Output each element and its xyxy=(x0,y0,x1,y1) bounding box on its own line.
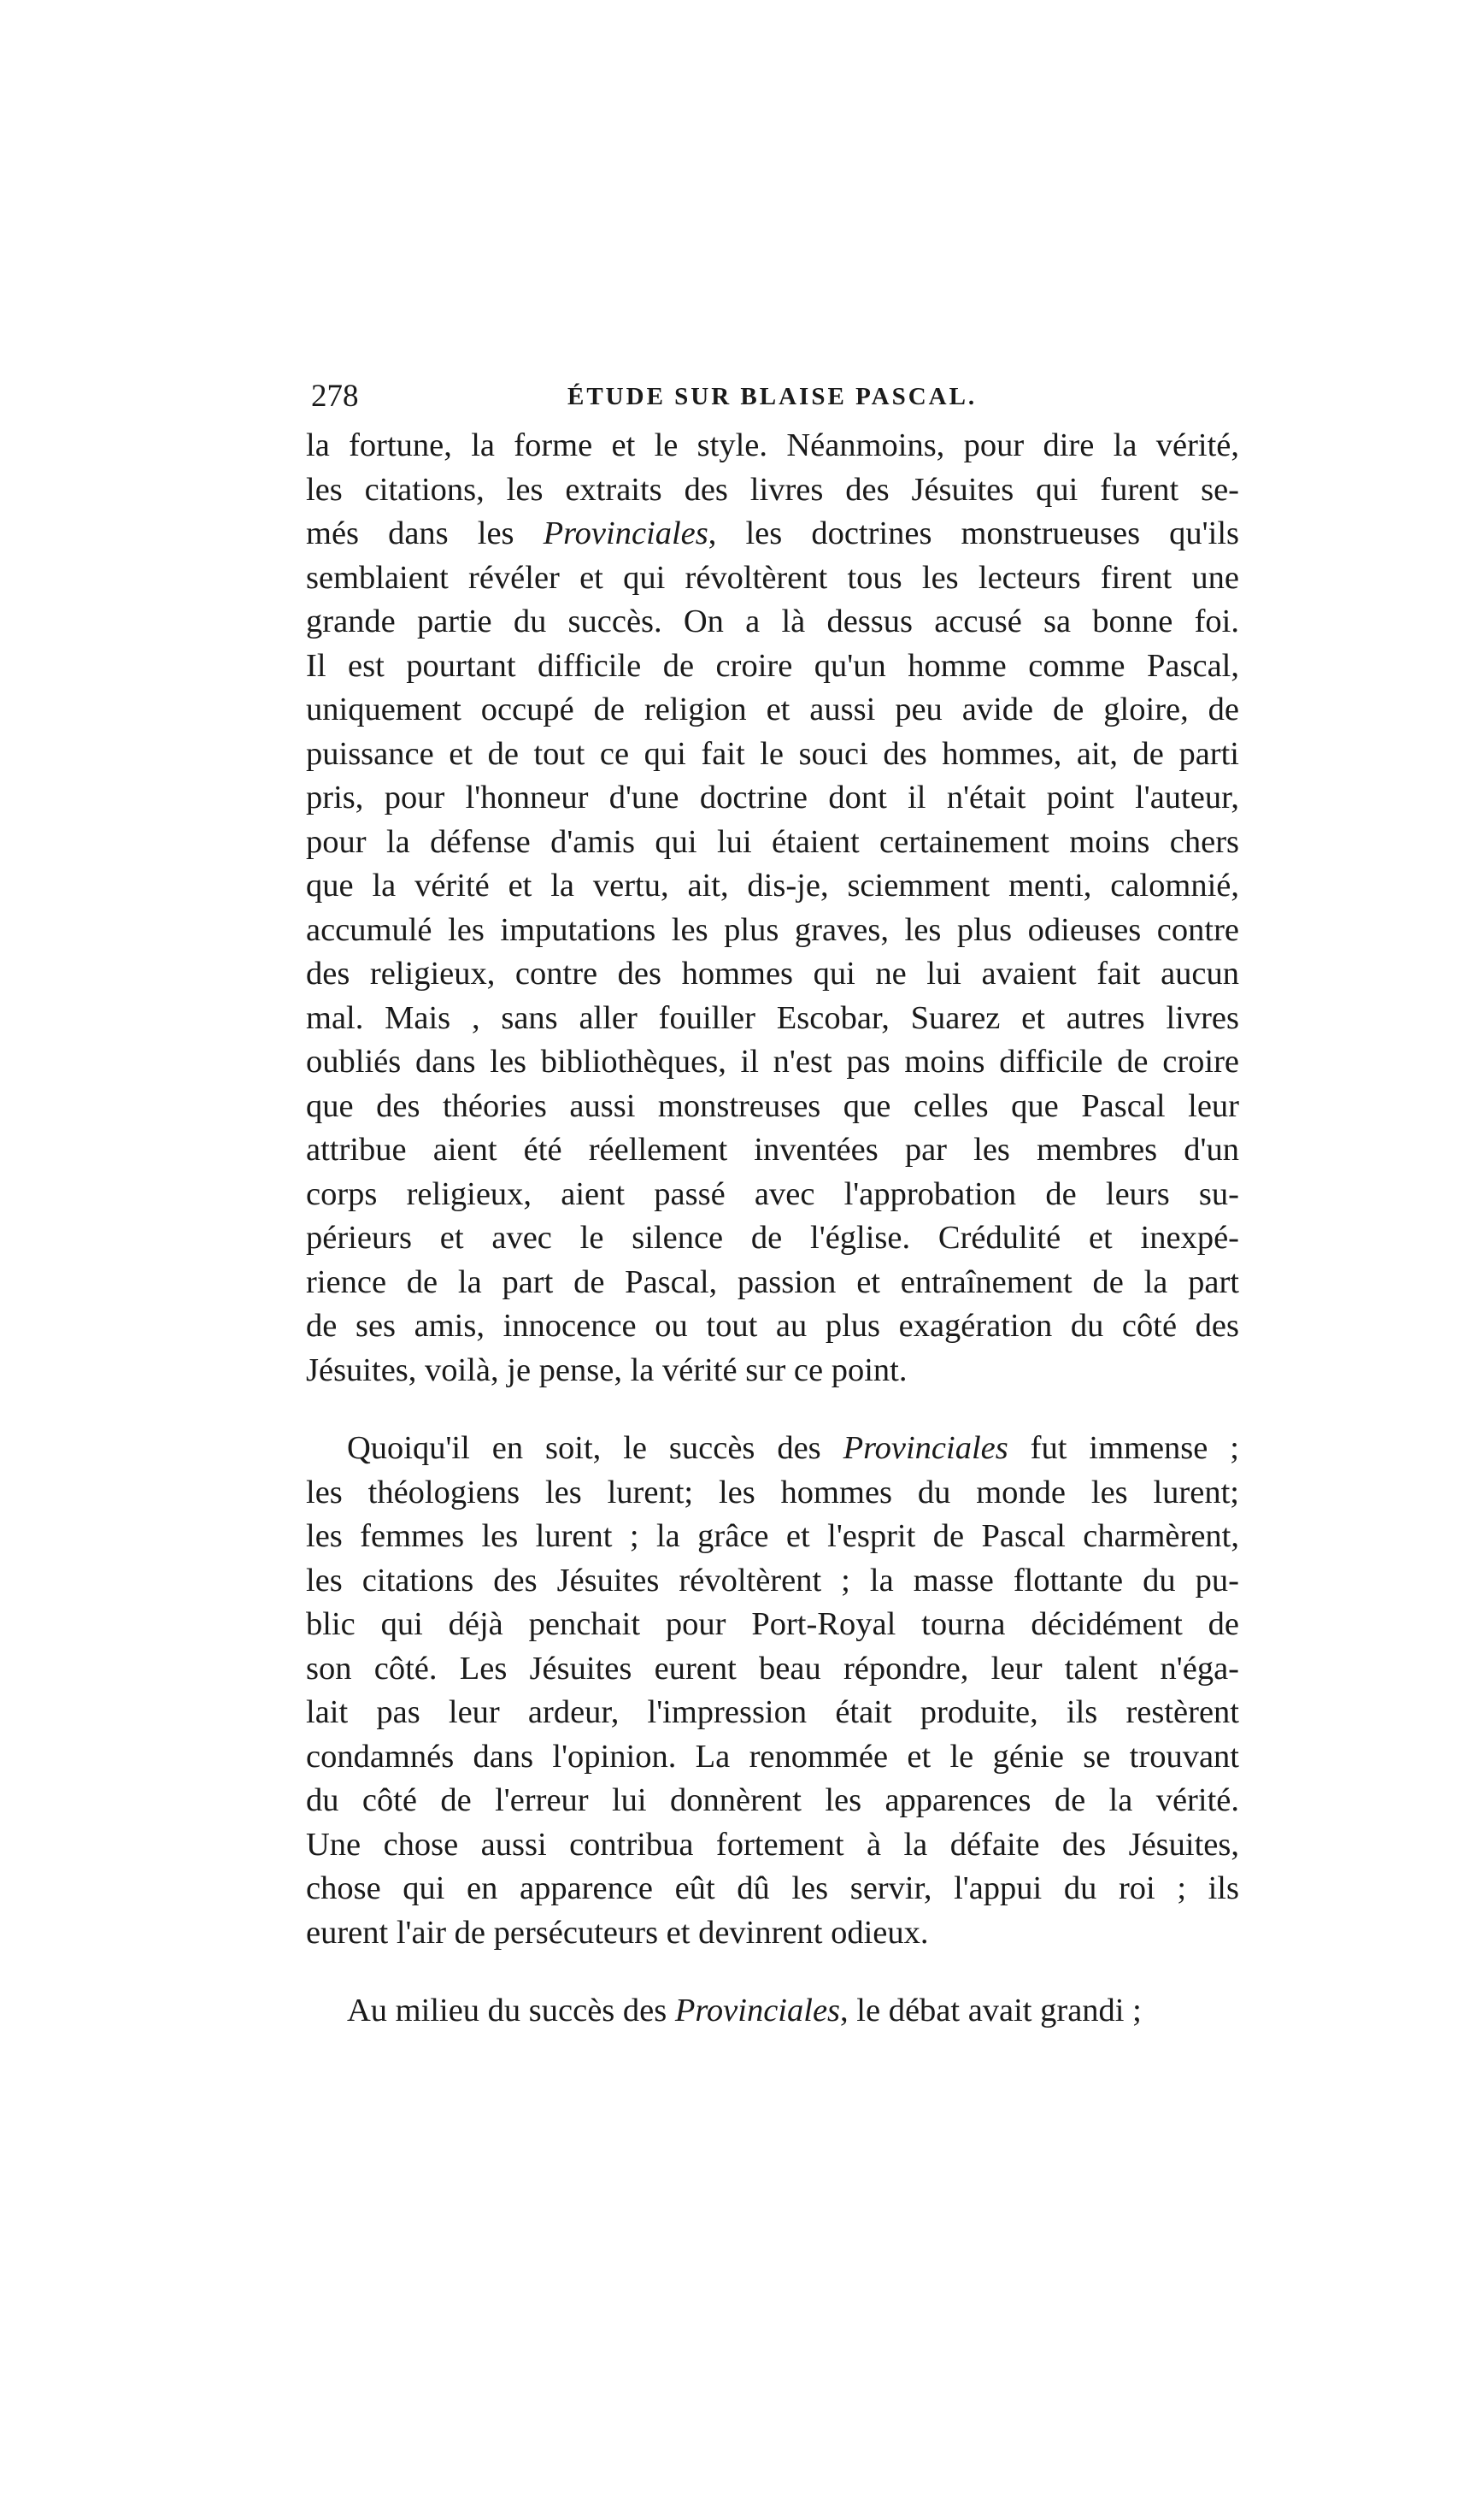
text-line: Quoiqu'il en soit, le succès des Provinciales fut immense ; xyxy=(347,1430,1239,1466)
text-line: condamnés dans l'opinion. La renommée et le génie se trouvant xyxy=(306,1738,1239,1775)
text-line: eurent l'air de persécuteurs et devinrent odieux. xyxy=(306,1914,929,1951)
text-line: les citations des Jésuites révoltèrent ; la masse flottante du pu- xyxy=(306,1562,1239,1599)
text-line: des religieux, contre des hommes qui ne lui avaient fait aucun xyxy=(306,956,1239,992)
text-line: les citations, les extraits des livres des Jésuites qui furent se- xyxy=(306,471,1239,508)
text-line: puissance et de tout ce qui fait le souci des hommes, ait, de parti xyxy=(306,735,1239,772)
body-text xyxy=(306,424,1239,2034)
paragraph xyxy=(306,1427,1239,1955)
text-line: rience de la part de Pascal, passion et entraînement de la part xyxy=(306,1263,1239,1300)
text-line: son côté. Les Jésuites eurent beau répondre, leur talent n'éga- xyxy=(306,1650,1239,1687)
paragraph-gap xyxy=(306,1955,1239,1989)
text-line: blic qui déjà penchait pour Port-Royal tourna décidément de xyxy=(306,1606,1239,1642)
text-line: de ses amis, innocence ou tout au plus exagération du côté des xyxy=(306,1308,1239,1344)
italic-title: Provinciales xyxy=(843,1430,1008,1466)
text-line: chose qui en apparence eût dû les servir, l'appui du roi ; ils xyxy=(306,1870,1239,1906)
text-line: més dans les Provinciales, les doctrines monstrueuses qu'ils xyxy=(306,515,1239,551)
text-line: les femmes les lurent ; la grâce et l'esprit de Pascal charmèrent, xyxy=(306,1518,1239,1554)
text-line: mal. Mais , sans aller fouiller Escobar, Suarez et autres livres xyxy=(306,999,1239,1036)
text-line: corps religieux, aient passé avec l'approbation de leurs su- xyxy=(306,1175,1239,1212)
paragraph xyxy=(306,424,1239,1392)
text-line: pour la défense d'amis qui lui étaient certainement moins chers xyxy=(306,823,1239,860)
text-line: les théologiens les lurent; les hommes du monde les lurent; xyxy=(306,1474,1239,1510)
running-title: ÉTUDE SUR BLAISE PASCAL. xyxy=(567,383,978,410)
italic-title: Provinciales xyxy=(543,515,708,551)
text-line: Une chose aussi contribua fortement à la défaite des Jésuites, xyxy=(306,1826,1239,1863)
text-line: Au milieu du succès des Provinciales, le débat avait grandi ; xyxy=(347,1993,1142,2028)
page-header xyxy=(311,371,1244,422)
text-line: que des théories aussi monstreuses que celles que Pascal leur xyxy=(306,1087,1239,1124)
page-number: 278 xyxy=(311,379,359,414)
text-line: périeurs et avec le silence de l'église. Crédulité et inexpé- xyxy=(306,1220,1239,1256)
text-line: du côté de l'erreur lui donnèrent les apparences de la vérité. xyxy=(306,1782,1239,1818)
text-line: la fortune, la forme et le style. Néanmoins, pour dire la vérité, xyxy=(306,427,1239,463)
text-line: semblaient révéler et qui révoltèrent tous les lecteurs firent une xyxy=(306,559,1239,596)
paragraph-gap xyxy=(306,1392,1239,1427)
text-line: Il est pourtant difficile de croire qu'un homme comme Pascal, xyxy=(306,647,1239,684)
text-line: grande partie du succès. On a là dessus accusé sa bonne foi. xyxy=(306,604,1239,639)
italic-title: Provinciales xyxy=(674,1993,841,2028)
text-line: Jésuites, voilà, je pense, la vérité sur ce point. xyxy=(306,1351,908,1388)
paragraph xyxy=(306,1989,1239,2034)
text-line: attribue aient été réellement inventées par les membres d'un xyxy=(306,1132,1239,1168)
text-line: lait pas leur ardeur, l'impression était produite, ils restèrent xyxy=(306,1694,1239,1730)
text-line: oubliés dans les bibliothèques, il n'est pas moins difficile de croire xyxy=(306,1044,1239,1080)
text-line: pris, pour l'honneur d'une doctrine dont il n'était point l'auteur, xyxy=(306,780,1239,815)
text-line: que la vérité et la vertu, ait, dis-je, sciemment menti, calomnié, xyxy=(306,868,1239,904)
text-line: accumulé les imputations les plus graves, les plus odieuses contre xyxy=(306,911,1239,948)
text-line: uniquement occupé de religion et aussi peu avide de gloire, de xyxy=(306,692,1239,727)
